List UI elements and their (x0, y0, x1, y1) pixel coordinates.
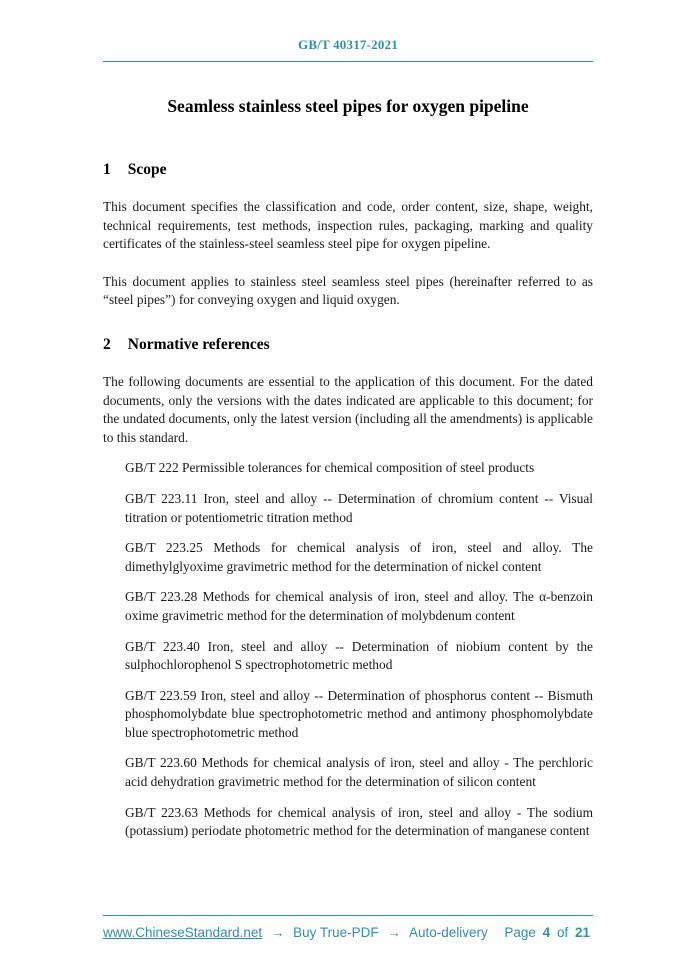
header-divider (103, 61, 593, 62)
section-2-number: 2 (103, 335, 111, 353)
footer-item-auto-delivery: Auto-delivery (408, 925, 488, 940)
section-2-heading (103, 336, 593, 354)
reference-item: GB/T 223.11 Iron, steel and alloy -- Determination of chromium content -- Visual titration or potentiometric titration method (125, 490, 593, 525)
reference-item: GB/T 223.28 Methods for chemical analysis of iron, steel and alloy. The α-benzoin oxime gravimetric method for the determination of molybdenum content (125, 589, 593, 623)
reference-item: GB/T 223.59 Iron, steel and alloy -- Determination of phosphorus content -- Bismuth phosphomolybdate blue spectrophotometric method and antimony phosphomolybdate blue spectrophotometric method (125, 687, 593, 740)
page-indicator (504, 925, 593, 940)
footer-link[interactable]: www.ChineseStandard.net (103, 925, 263, 940)
section-1-title: Scope (127, 161, 167, 178)
reference-item: GB/T 223.63 Methods for chemical analysis of iron, steel and alloy - The sodium (potassium) periodate photometric method for the determination of manganese content (125, 804, 593, 839)
section-1-heading (103, 161, 593, 179)
arrow-icon: → (270, 925, 285, 940)
page-number: 4 (542, 925, 551, 940)
scope-paragraph-1: This document specifies the classification and code, order content, size, shape, weight, technical requirements, test methods, inspection rules, packaging, marking and quality certificates of the stainless-steel seamless steel pipe for oxygen pipeline. (103, 199, 593, 252)
reference-item: GB/T 223.25 Methods for chemical analysis of iron, steel and alloy. The dimethylglyoxime gravimetric method for the determination of nickel content (125, 540, 593, 574)
document-title: Seamless stainless steel pipes for oxygen pipeline (167, 96, 529, 116)
footer-left (103, 925, 488, 940)
scope-paragraph-2: This document applies to stainless steel seamless steel pipes (hereinafter referred to as “steel pipes”) for conveying oxygen and liquid oxygen. (103, 273, 593, 308)
page-label: Page (504, 925, 536, 940)
section-2-title: Normative references (127, 335, 270, 353)
reference-item: GB/T 222 Permissible tolerances for chemical composition of steel products (125, 460, 535, 476)
page-content (103, 0, 593, 841)
reference-item: GB/T 223.40 Iron, steel and alloy -- Determination of niobium content by the sulphochlorophenol S spectrophotometric method (125, 638, 593, 673)
page-total: 21 (574, 925, 590, 940)
arrow-icon: → (387, 925, 401, 940)
page-footer (103, 915, 593, 940)
normative-references-intro: The following documents are essential to the application of this document. For the dated documents, only the versions with the dates indicated are applicable to this document; for the undated documents, only the latest version (including all the amendments) is applicable to this standard. (103, 373, 593, 445)
footer-item-buy-pdf: Buy True-PDF (293, 925, 379, 940)
section-1-number: 1 (103, 161, 111, 178)
of-label: of (556, 925, 569, 940)
doc-number: GB/T 40317-2021 (298, 37, 398, 52)
reference-item: GB/T 223.60 Methods for chemical analysis of iron, steel and alloy - The perchloric acid dehydration gravimetric method for the determination of silicon content (125, 755, 593, 790)
